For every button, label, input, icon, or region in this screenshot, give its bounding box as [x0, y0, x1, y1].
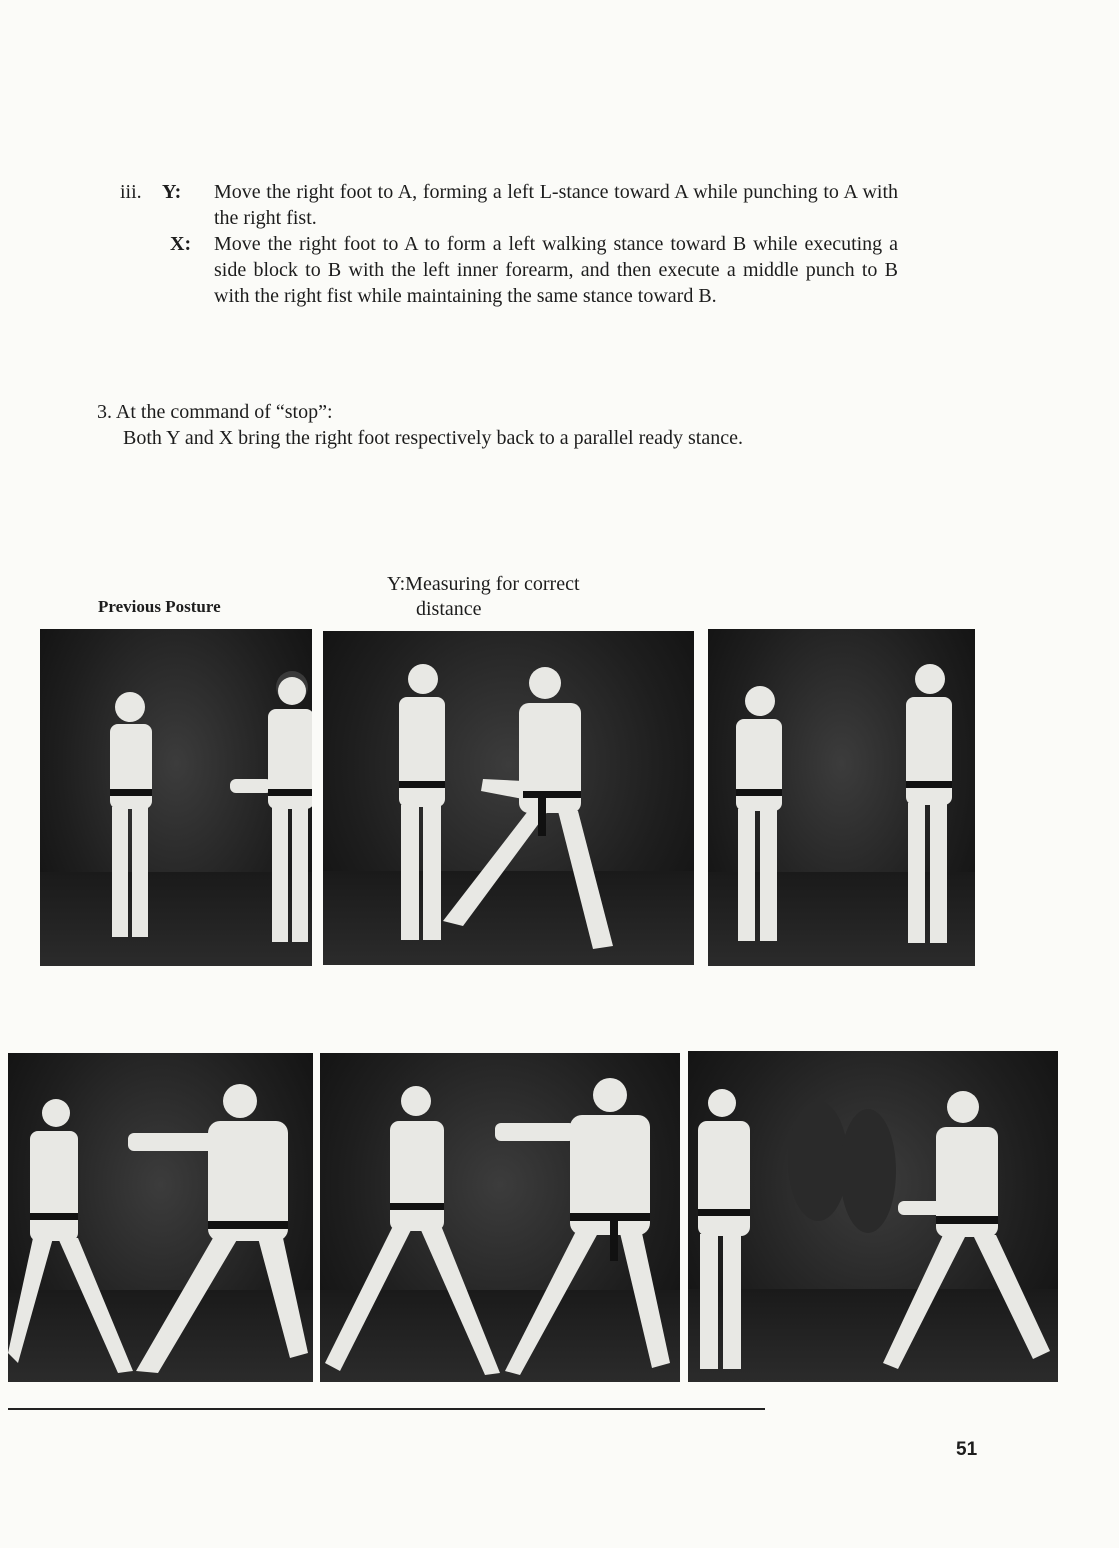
step-marker: iii. [120, 181, 142, 203]
step-text-x: Move the right foot to A to form a left walking stance toward B while executing a side block to B with the left inner forearm, and then execute a middle punch to B with the right fist while maintaining the same stance toward B. [214, 233, 898, 307]
section-heading: 3. At the command of “stop”: [97, 401, 333, 423]
figure-pair-illustration [40, 629, 312, 966]
photo-block-and-punch [320, 1053, 680, 1382]
page-number: 51 [956, 1439, 978, 1460]
caption-measuring-line2: distance [416, 598, 482, 620]
step-text-y: Move the right foot to A, forming a left L-stance toward A while punching to A with the right fist. [214, 181, 898, 229]
bottom-rule [8, 1408, 765, 1410]
step-actor-y: Y: [162, 181, 182, 203]
figure-return-illustration [688, 1051, 1058, 1382]
photo-punch-from-behind [8, 1053, 313, 1382]
caption-measuring-line1: Y:Measuring for correct [387, 573, 580, 595]
figure-punch-illustration [8, 1053, 313, 1382]
photo-previous-posture [40, 629, 312, 966]
figure-measuring-illustration [323, 631, 694, 965]
photo-parallel-ready [708, 629, 975, 966]
figure-pair-illustration [708, 629, 975, 966]
step-actor-x: X: [170, 233, 192, 255]
caption-previous-posture: Previous Posture [98, 597, 221, 616]
section-body: Both Y and X bring the right foot respectively back to a parallel ready stance. [123, 427, 743, 449]
figure-block-illustration [320, 1053, 680, 1382]
photo-return-to-ready [688, 1051, 1058, 1382]
photo-measuring-distance [323, 631, 694, 965]
